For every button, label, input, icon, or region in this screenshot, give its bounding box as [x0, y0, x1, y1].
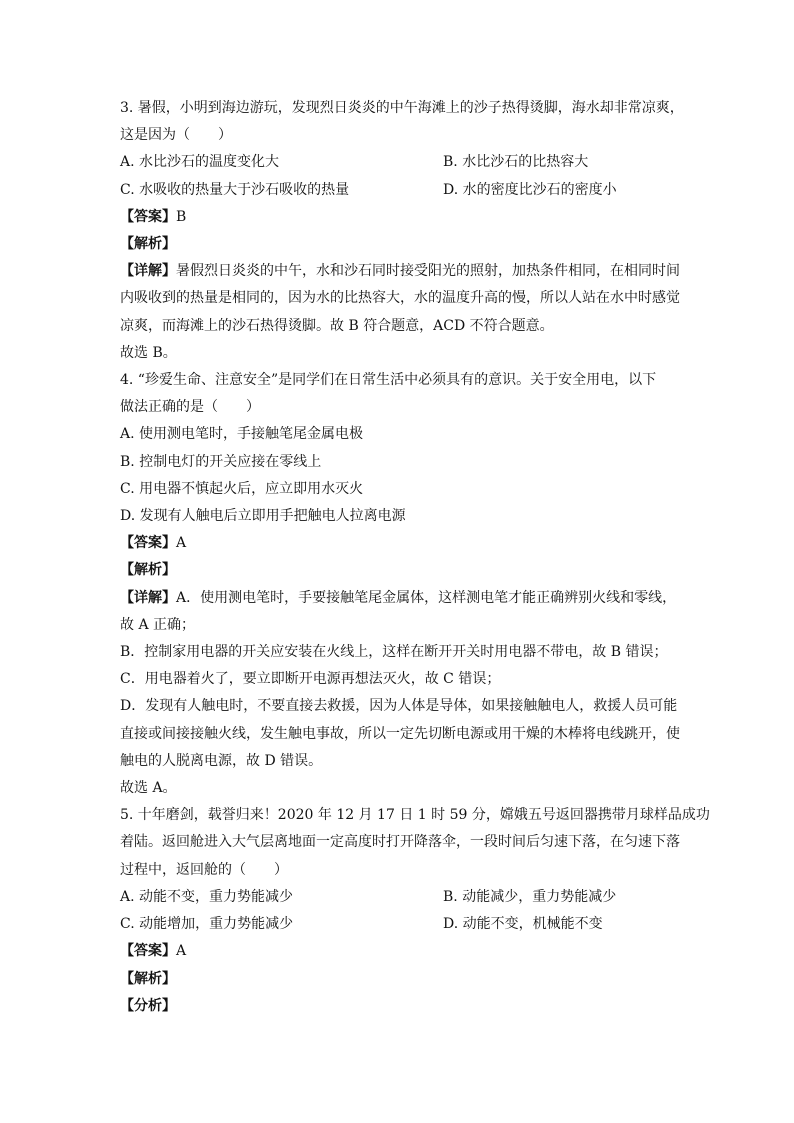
conclusion-line: 故选 A。 [120, 780, 177, 797]
option-row [120, 177, 694, 204]
option-row [120, 884, 694, 911]
analysis-sub-tag: 【分析】 [120, 997, 176, 1014]
option-c: C. 水吸收的热量大于沙石吸收的热量 [120, 181, 350, 198]
option-d: D. 水的密度比沙石的密度小 [443, 181, 617, 198]
option-a: A. 水比沙石的温度变化大 [120, 154, 280, 171]
detail-line: 故 A 正确； [120, 616, 196, 633]
detail-tag: 【详解】 [120, 263, 176, 280]
detail-line: B．控制家用电器的开关应安装在火线上，这样在断开开关时用电器不带电，故 B 错误； [120, 644, 668, 661]
detail-text: A．使用测电笔时，手要接触笔尾金属体，这样测电笔才能正确辨别火线和零线， [176, 589, 677, 606]
question-4 [120, 367, 694, 802]
answer-line [120, 938, 694, 965]
detail-line: 凉爽，而海滩上的沙石热得烫脚。故 B 符合题意，ACD 不符合题意。 [120, 317, 554, 334]
option-row [120, 911, 694, 938]
question-stem-line: 4. “珍爱生命、注意安全”是同学们在日常生活中必须具有的意识。关于安全用电，以下 [120, 372, 657, 389]
detail-line: 内吸收到的热量是相同的，因为水的比热容大，水的温度升高的慢，所以人站在水中时感觉 [120, 290, 680, 307]
option-b: B. 动能减少，重力势能减少 [443, 888, 617, 905]
detail-line: 触电的人脱离电源，故 D 错误。 [120, 752, 323, 769]
detail-line [120, 258, 694, 285]
detail-line: C．用电器着火了，要立即断开电源再想法灭火，故 C 错误； [120, 671, 501, 688]
analysis-tag: 【解析】 [120, 236, 176, 253]
answer-tag: 【答案】 [120, 943, 176, 960]
analysis-tag: 【解析】 [120, 970, 176, 987]
answer-line [120, 204, 694, 231]
detail-text: 暑假烈日炎炎的中午，水和沙石同时接受阳光的照射，加热条件相同，在相同时间 [176, 263, 680, 280]
answer-tag: 【答案】 [120, 535, 176, 552]
question-stem-line: 3. 暑假，小明到海边游玩，发现烈日炎炎的中午海滩上的沙子热得烫脚，海水却非常凉爽， [120, 100, 684, 116]
option-d: D. 动能不变，机械能不变 [443, 916, 603, 933]
detail-tag: 【详解】 [120, 589, 176, 606]
analysis-tag: 【解析】 [120, 562, 176, 579]
answer-value: A [176, 535, 187, 552]
detail-line [120, 585, 694, 612]
option-c: C. 用电器不慎起火后，应立即用水灭火 [120, 480, 364, 497]
question-5 [120, 802, 710, 1020]
option-a: A. 使用测电笔时，手接触笔尾金属电极 [120, 426, 364, 443]
question-stem-line: 过程中，返回舱的（ ） [120, 861, 288, 878]
question-stem-line: 着陆。返回舱进入大气层离地面一定高度时打开降落伞，一段时间后匀速下落，在匀速下落 [120, 834, 680, 851]
question-stem-line: 做法正确的是（ ） [120, 399, 260, 416]
option-row [120, 149, 694, 176]
question-3 [120, 95, 694, 367]
detail-line: 直接或间接接触火线，发生触电事故，所以一定先切断电源或用干燥的木棒将电线跳开，使 [120, 725, 680, 742]
answer-tag: 【答案】 [120, 208, 176, 225]
question-stem-line: 这是因为（ ） [120, 127, 232, 144]
option-b: B. 控制电灯的开关应接在零线上 [120, 453, 322, 470]
option-b: B. 水比沙石的比热容大 [443, 154, 589, 171]
answer-value: A [176, 943, 187, 960]
option-d: D. 发现有人触电后立即用手把触电人拉离电源 [120, 508, 406, 525]
answer-value: B [176, 208, 187, 225]
option-a: A. 动能不变，重力势能减少 [120, 888, 294, 905]
answer-line [120, 530, 694, 557]
conclusion-line: 故选 B。 [120, 344, 177, 361]
option-c: C. 动能增加，重力势能减少 [120, 916, 294, 933]
question-stem-line: 5. 十年磨剑，载誉归来！2020 年 12 月 17 日 1 时 59 分，嫦娥五号返回器携带月球样品成功 [120, 807, 710, 824]
detail-line: D．发现有人触电时，不要直接去救援，因为人体是导体，如果接触触电人，救援人员可能 [120, 698, 678, 715]
